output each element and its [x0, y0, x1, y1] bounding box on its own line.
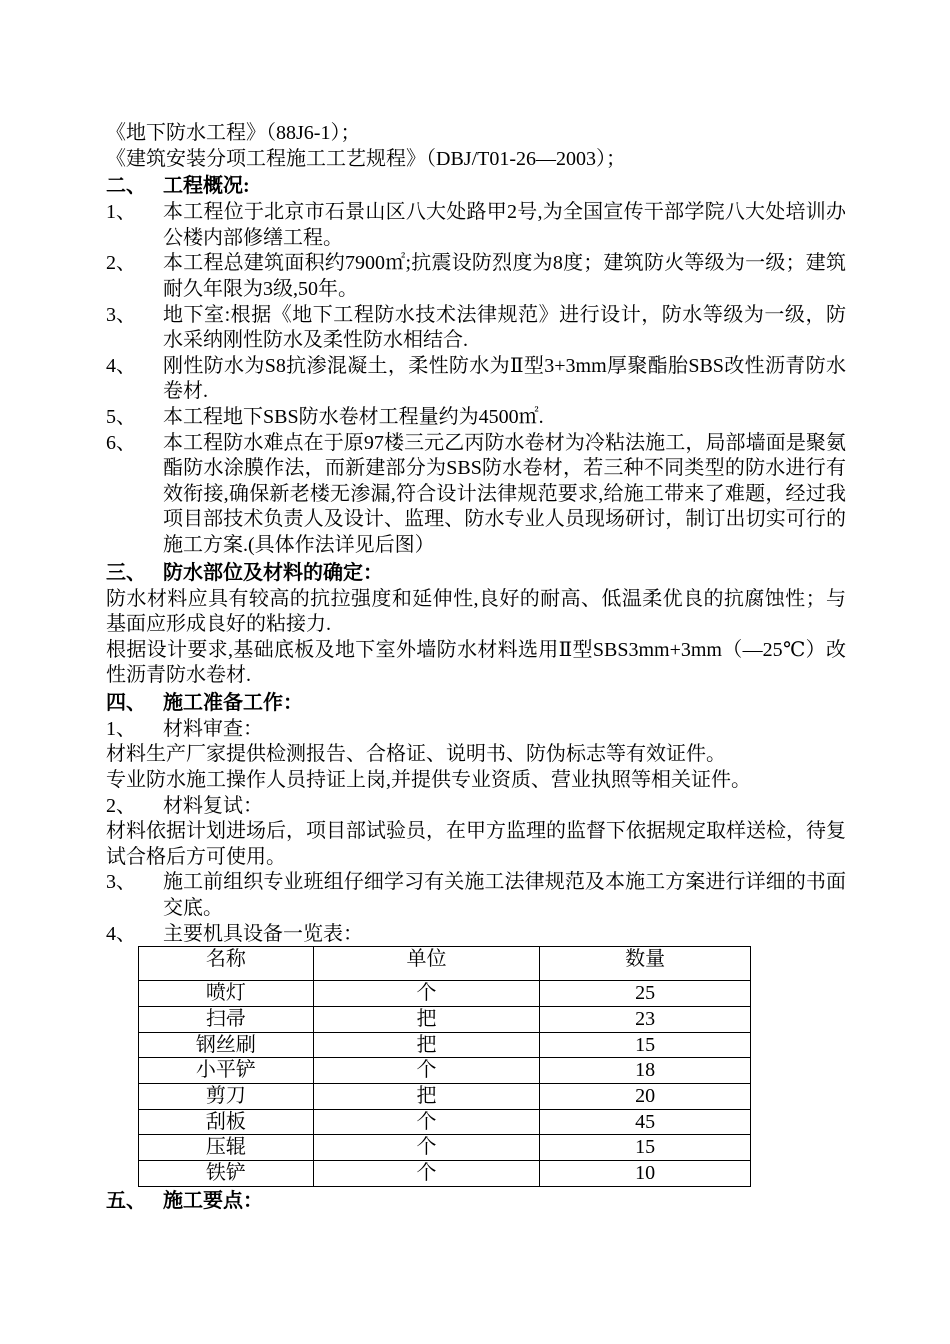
- paragraph: 材料依据计划进场后，项目部试验员，在甲方监理的监督下依据规定取样送检，待复试合格后方可使用。: [106, 820, 846, 868]
- table-cell: 15: [540, 1135, 751, 1161]
- section-number: 五、: [106, 1189, 146, 1212]
- list-item: [106, 717, 846, 743]
- item-text: 施工前组织专业班组仔细学习有关施工法律规范及本施工方案进行详细的书面交底。: [163, 871, 846, 920]
- item-text: 材料复试：: [163, 794, 263, 817]
- table-header-cell: 数量: [540, 947, 751, 981]
- section-heading-5: [106, 1187, 846, 1215]
- table-row: [139, 981, 751, 1007]
- paragraph: 防水材料应具有较高的抗拉强度和延伸性,良好的耐高、低温柔优良的抗腐蚀性；与基面应形成良好的粘接力.: [106, 587, 846, 636]
- table-cell: 扫帚: [139, 1006, 314, 1032]
- table-cell: 个: [313, 1109, 540, 1135]
- section-number: 四、: [106, 691, 146, 714]
- section-title: 工程概况:: [163, 175, 250, 198]
- table-cell: 剪刀: [139, 1084, 314, 1110]
- item-number: 1、: [106, 717, 136, 740]
- item-text: 主要机具设备一览表：: [163, 922, 363, 945]
- table-cell: 25: [540, 981, 751, 1007]
- section-title: 防水部位及材料的确定：: [163, 561, 383, 584]
- table-cell: 把: [313, 1084, 540, 1110]
- item-number: 1、: [106, 201, 136, 224]
- table-cell: 刮板: [139, 1109, 314, 1135]
- list-item: [106, 354, 846, 405]
- table-row: [139, 1058, 751, 1084]
- reference-line: 《地下防水工程》（88J6-1）；: [106, 122, 361, 144]
- table-cell: 喷灯: [139, 981, 314, 1007]
- section-number: 三、: [106, 561, 146, 584]
- table-cell: 个: [313, 1058, 540, 1084]
- section-heading-3: [106, 559, 846, 587]
- table-cell: 个: [313, 981, 540, 1007]
- list-item: [106, 303, 846, 354]
- list-item: [106, 251, 846, 302]
- table-header-cell: 名称: [139, 947, 314, 981]
- table-row: [139, 1135, 751, 1161]
- item-text: 本工程防水难点在于原97楼三元乙丙防水卷材为冷粘法施工，局部墙面是聚氨酯防水涂膜作法，而新建部分为SBS防水卷材，若三种不同类型的防水进行有效衔接,确保新老楼无渗漏,符合设计法律规范要求,给施工带来了难题，经过我项目部技术负责人及设计、监理、防水专业人员现场研讨，制订出切实可行的施工方案.(具体作法详见后图）: [163, 431, 846, 556]
- reference-line: 《建筑安装分项工程施工工艺规程》（DBJ/T01-26—2003）；: [106, 147, 626, 170]
- list-item: [106, 870, 846, 921]
- item-number: 3、: [106, 871, 136, 894]
- paragraph: 材料生产厂家提供检测报告、合格证、说明书、防伪标志等有效证件。: [106, 743, 726, 766]
- item-number: 2、: [106, 252, 136, 275]
- table-cell: 铁铲: [139, 1161, 314, 1187]
- item-text: 本工程总建筑面积约7900㎡;抗震设防烈度为8度；建筑防火等级为一级；建筑耐久年限为3级,50年。: [163, 252, 846, 300]
- paragraph: 根据设计要求,基础底板及地下室外墙防水材料选用Ⅱ型SBS3mm+3mm（—25℃）改性沥青防水卷材.: [106, 638, 846, 687]
- item-number: 2、: [106, 794, 136, 817]
- document-body: [106, 121, 846, 1215]
- table-header-row: [139, 947, 751, 981]
- table-cell: 把: [313, 1006, 540, 1032]
- list-item: [106, 922, 846, 948]
- equipment-table: [138, 946, 751, 1187]
- item-text: 材料审查：: [163, 717, 263, 740]
- list-item: [106, 794, 846, 820]
- table-cell: 压辊: [139, 1135, 314, 1161]
- item-text: 刚性防水为S8抗渗混凝土，柔性防水为Ⅱ型3+3mm厚聚酯胎SBS改性沥青防水卷材.: [163, 354, 846, 403]
- table-row: [139, 1032, 751, 1058]
- list-item: [106, 431, 846, 559]
- table-cell: 20: [540, 1084, 751, 1110]
- section-heading-2: [106, 172, 846, 200]
- item-text: 本工程地下SBS防水卷材工程量约为4500㎡.: [163, 405, 544, 428]
- table-cell: 18: [540, 1058, 751, 1084]
- section-title: 施工要点：: [163, 1189, 263, 1212]
- item-number: 6、: [106, 431, 136, 454]
- table-header-cell: 单位: [313, 947, 540, 981]
- table-cell: 15: [540, 1032, 751, 1058]
- item-number: 5、: [106, 405, 136, 428]
- table-cell: 45: [540, 1109, 751, 1135]
- list-item: [106, 405, 846, 431]
- table-cell: 23: [540, 1006, 751, 1032]
- item-number: 4、: [106, 354, 136, 377]
- table-row: [139, 1161, 751, 1187]
- list-item: [106, 200, 846, 251]
- table-cell: 个: [313, 1161, 540, 1187]
- section-heading-4: [106, 689, 846, 717]
- item-number: 4、: [106, 922, 136, 945]
- section-title: 施工准备工作：: [163, 691, 303, 714]
- table-row: [139, 1084, 751, 1110]
- table-row: [139, 1109, 751, 1135]
- table-cell: 小平铲: [139, 1058, 314, 1084]
- item-number: 3、: [106, 303, 136, 326]
- table-cell: 把: [313, 1032, 540, 1058]
- item-text: 地下室:根据《地下工程防水技术法律规范》进行设计，防水等级为一级，防水采纳刚性防水及柔性防水相结合.: [163, 303, 846, 352]
- table-cell: 10: [540, 1161, 751, 1187]
- table-row: [139, 1006, 751, 1032]
- table-cell: 个: [313, 1135, 540, 1161]
- table-cell: 钢丝刷: [139, 1032, 314, 1058]
- section-number: 二、: [106, 175, 146, 198]
- paragraph: 专业防水施工操作人员持证上岗,并提供专业资质、营业执照等相关证件。: [106, 769, 751, 792]
- item-text: 本工程位于北京市石景山区八大处路甲2号,为全国宣传干部学院八大处培训办公楼内部修缮工程。: [163, 201, 846, 249]
